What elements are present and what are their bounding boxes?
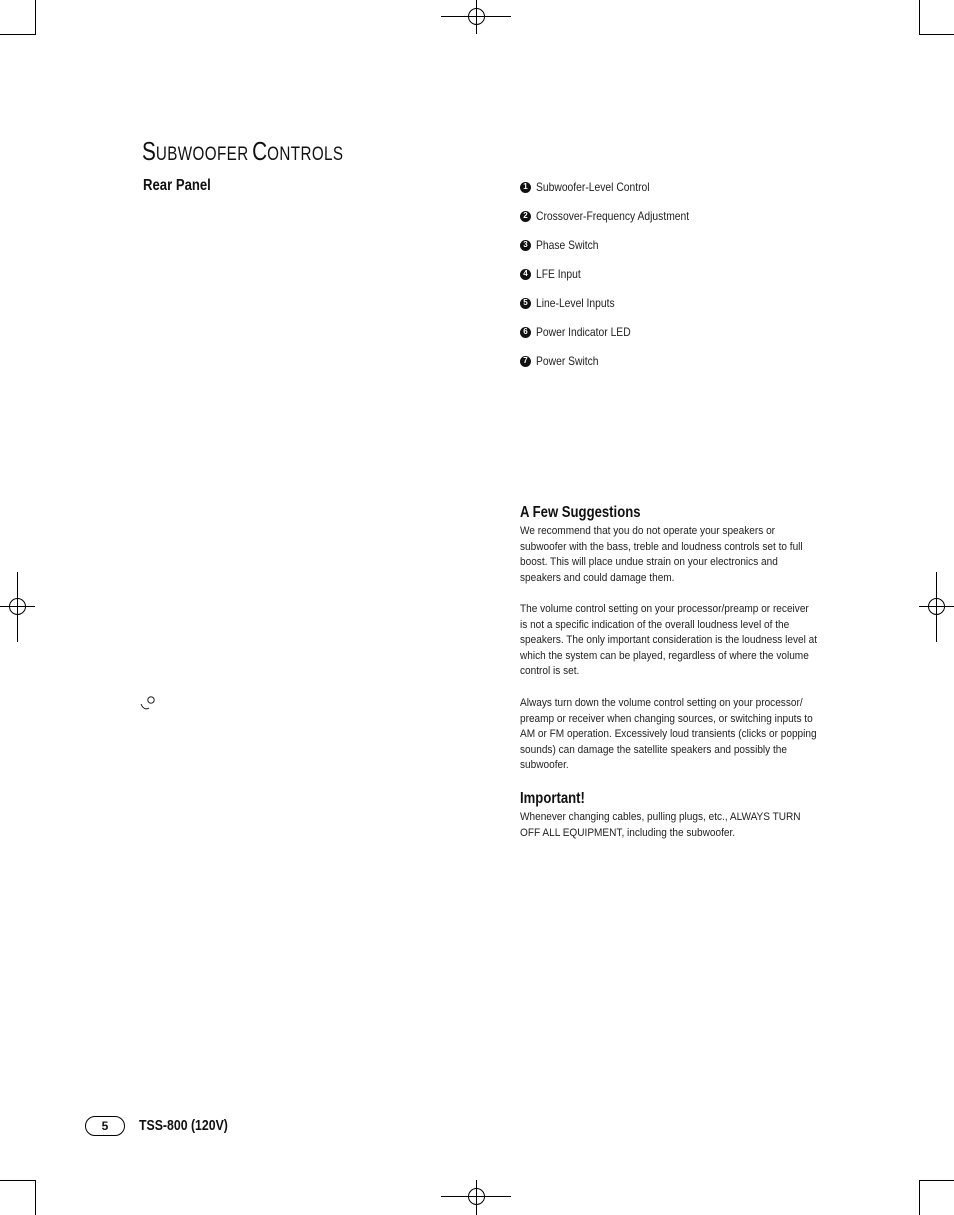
rear-panel-illustration [138, 692, 160, 714]
model-name: TSS-800 (120V) [139, 1117, 228, 1134]
title-initial-1: S [142, 136, 156, 166]
legend-item-2 [520, 208, 714, 224]
page-title [142, 136, 394, 167]
suggestions-paragraph-3: Always turn down the volume control setting on your processor/ preamp or receiver when changing sources, or switching inputs to AM or FM operation. Excessively loud transients (clicks or popping sounds) can damage the satellite speakers and possibly the subwoofer. [520, 697, 817, 772]
legend-label: Phase Switch [536, 238, 599, 252]
important-heading: Important! [520, 790, 585, 807]
legend-item-3 [520, 237, 609, 253]
suggestions-paragraph-2: The volume control setting on your processor/preamp or receiver is not a specific indication of the overall loudness level of the speakers. The only important consideration is the loudness level at which the system can be played, regardless of where the volume control is set. [520, 603, 818, 678]
number-badge: 5 [520, 298, 531, 309]
legend-label: Power Switch [536, 354, 599, 368]
legend-label: Line-Level Inputs [536, 296, 615, 310]
legend-label: Subwoofer-Level Control [536, 180, 650, 194]
legend-item-4 [520, 266, 588, 282]
knob-icon [138, 692, 160, 714]
title-initial-2: C [252, 136, 268, 166]
suggestions-paragraph-1: We recommend that you do not operate your speakers or subwoofer with the bass, treble and loudness controls set to full boost. This will place undue strain on your electronics and speakers and could damage them. [520, 525, 803, 584]
legend-item-6 [520, 324, 646, 340]
number-badge: 4 [520, 269, 531, 280]
number-badge: 7 [520, 356, 531, 367]
legend-label: LFE Input [536, 267, 581, 281]
legend-item-5 [520, 295, 627, 311]
legend-label: Crossover-Frequency Adjustment [536, 209, 690, 223]
page-number-badge [85, 1116, 125, 1136]
legend-item-7 [520, 353, 609, 369]
legend-label: Power Indicator LED [536, 325, 631, 339]
number-badge: 1 [520, 182, 531, 193]
rear-panel-heading: Rear Panel [143, 177, 211, 194]
number-badge: 3 [520, 240, 531, 251]
number-badge: 2 [520, 211, 531, 222]
page-number: 5 [101, 1119, 109, 1133]
title-rest-2: ONTROLS [267, 144, 344, 165]
legend-item-1 [520, 179, 668, 195]
important-text: Whenever changing cables, pulling plugs, etc., ALWAYS TURN OFF ALL EQUIPMENT, including the subwoofer. [520, 811, 801, 839]
title-rest-1: UBWOOFER [155, 144, 249, 165]
suggestions-heading: A Few Suggestions [520, 504, 641, 521]
number-badge: 6 [520, 327, 531, 338]
